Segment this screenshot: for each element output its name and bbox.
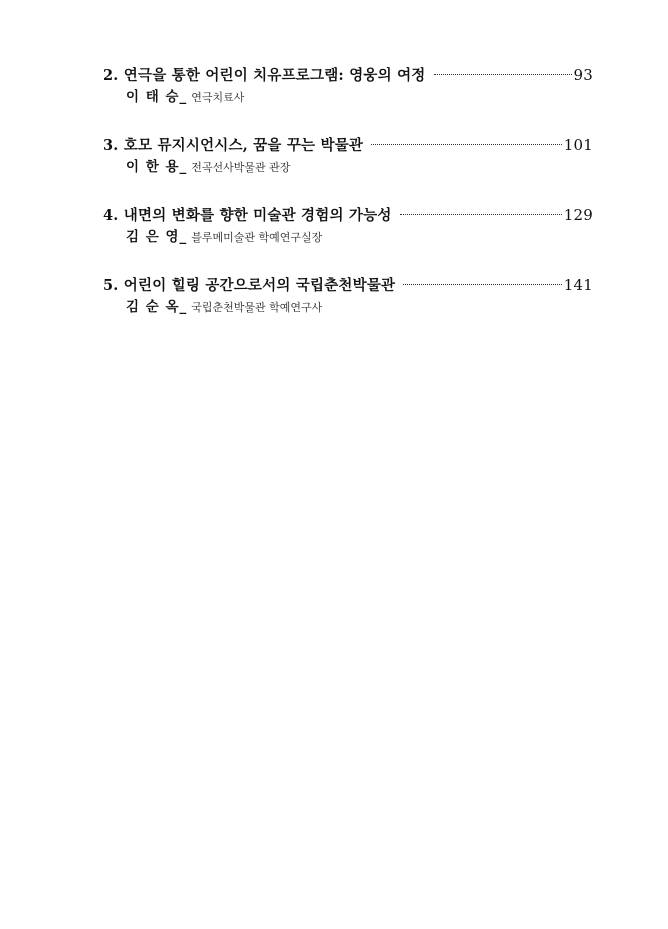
toc-entry-author-line bbox=[126, 297, 593, 317]
toc-entry-title[interactable]: 4. 내면의 변화를 향한 미술관 경험의 가능성 bbox=[103, 207, 392, 224]
dot-leader bbox=[400, 214, 562, 215]
table-of-contents bbox=[103, 64, 593, 344]
toc-entry-page-number[interactable]: 141 bbox=[563, 276, 593, 294]
author-separator: _ bbox=[179, 229, 187, 245]
toc-entry-title[interactable]: 5. 어린이 힐링 공간으로서의 국립춘천박물관 bbox=[103, 277, 396, 294]
toc-entry[interactable] bbox=[103, 274, 593, 317]
toc-entry[interactable] bbox=[103, 134, 593, 177]
toc-entry-heading bbox=[103, 274, 593, 296]
toc-entry-author-line bbox=[126, 157, 593, 177]
toc-entry-heading bbox=[103, 204, 593, 226]
author-name: 김 순 옥 bbox=[126, 299, 180, 315]
author-role: 연극치료사 bbox=[191, 91, 245, 104]
author-role: 국립춘천박물관 학예연구사 bbox=[191, 301, 323, 314]
author-separator: _ bbox=[179, 299, 187, 315]
toc-entry[interactable] bbox=[103, 204, 593, 247]
toc-entry-title[interactable]: 2. 연극을 통한 어린이 치유프로그램: 영웅의 여정 bbox=[103, 67, 426, 84]
dot-leader bbox=[371, 144, 562, 145]
toc-entry-page-number[interactable]: 129 bbox=[563, 206, 593, 224]
toc-entry-page-number[interactable]: 101 bbox=[563, 136, 593, 154]
author-separator: _ bbox=[179, 89, 187, 105]
toc-entry-heading bbox=[103, 64, 593, 86]
author-separator: _ bbox=[179, 159, 187, 175]
toc-entry-page-number[interactable]: 93 bbox=[573, 66, 593, 84]
toc-entry-author-line bbox=[126, 87, 593, 107]
toc-entry[interactable] bbox=[103, 64, 593, 107]
author-name: 김 은 영 bbox=[126, 229, 180, 245]
author-role: 블루메미술관 학예연구실장 bbox=[191, 231, 323, 244]
author-name: 이 태 승 bbox=[126, 89, 180, 105]
author-role: 전곡선사박물관 관장 bbox=[191, 161, 291, 174]
toc-entry-title[interactable]: 3. 호모 뮤지시언시스, 꿈을 꾸는 박물관 bbox=[103, 137, 364, 154]
dot-leader bbox=[403, 284, 562, 285]
toc-entry-author-line bbox=[126, 227, 593, 247]
dot-leader bbox=[434, 74, 572, 75]
author-name: 이 한 용 bbox=[126, 159, 180, 175]
toc-entry-heading bbox=[103, 134, 593, 156]
